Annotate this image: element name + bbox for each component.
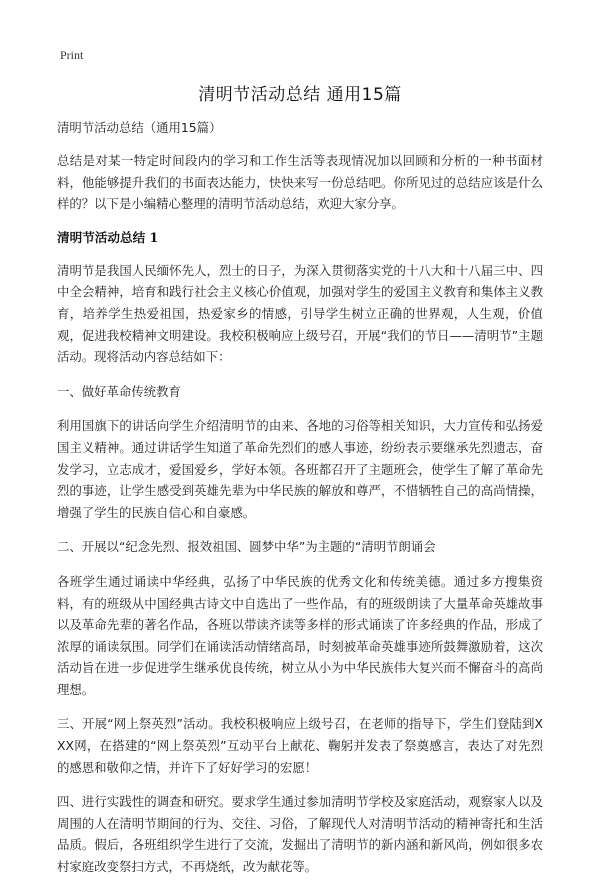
subheading-recitation: 二、开展以“纪念先烈、报效祖国、圆梦中华”为主题的“清明节朗诵会 [57, 539, 436, 555]
body-paragraph: 各班学生通过诵读中华经典，弘扬了中华民族的优秀文化和传统美德。通过多方搜集资料，有的班级从中国经典古诗文中自选出了一些作品，有的班级朗读了大量革命英雄故事以及革命先辈的著名作品，各班以带读齐读等多样的形式诵读了许多经典的作品，形成了浓厚的诵读氛围。同学们在诵读活动情绪高昂，时刻被革命英雄事迹所鼓舞激励着，这次活动旨在进一步促进学生继承优良传统，树立从小为中华民族伟大复兴而不懈奋斗的高尚理想。 [57, 573, 543, 697]
body-paragraph: 清明节是我国人民缅怀先人，烈士的日子，为深入贯彻落实党的十八大和十八届三中、四中全会精神，培育和践行社会主义核心价值观，加强对学生的爱国主义教育和集体主义教育，培养学生热爱祖国，热爱家乡的情感，引导学生树立正确的世界观，人生观，价值观，促进我校精神文明建设。我校积极响应上级号召，开展“我们的节日——清明节”主题活动。现将活动内容总结如下： [57, 262, 543, 365]
body-paragraph: 四、进行实践性的调查和研究。要求学生通过参加清明节学校及家庭活动，观察家人以及周围的人在清明节期间的行为、交往、习俗，了解现代人对清明节活动的精神寄托和生活品质。假后，各班组织学生进行了交流，发掘出了清明节的新内涵和新风尚，例如很多农村家庭改变祭扫方式，不再烧纸，改为献花等。 [57, 794, 543, 875]
intro-paragraph: 总结是对某一特定时间段内的学习和工作生活等表现情况加以回顾和分析的一种书面材料，他能够提升我们的书面表达能力，快快来写一份总结吧。你所见过的总结应该是什么样的？以下是小编精心整理的清明节活动总结，欢迎大家分享。 [57, 153, 543, 212]
document-title: 清明节活动总结 通用15篇 [198, 85, 402, 105]
document-body [57, 118, 543, 891]
body-paragraph: 利用国旗下的讲话向学生介绍清明节的由来、各地的习俗等相关知识，大力宣传和弘扬爱国主义精神。通过讲话学生知道了革命先烈们的感人事迹，纷纷表示要继承先烈遗志，奋发学习，立志成才，爱国爱乡，学好本领。各班都召开了主题班会，使学生了解了革命先烈的事迹，让学生感受到英雄先辈为中华民族的解放和尊严，不惜牺牲自己的高尚情操，增强了学生的民族自信心和自豪感。 [57, 418, 543, 520]
subheading-revolutionary-education: 一、做好革命传统教育 [57, 383, 181, 399]
document-subtitle: 清明节活动总结（通用15篇） [57, 120, 222, 135]
print-link[interactable]: Print [60, 48, 84, 62]
body-paragraph: 三、开展“网上祭英烈”活动。我校积极响应上级号召，在老师的指导下，学生们登陆到XXX网，在搭建的“网上祭英烈”互动平台上献花、鞠躬并发表了祭奠感言，表达了对先烈的感恩和敬仰之情，并许下了好好学习的宏愿！ [57, 716, 543, 775]
section-heading: 清明节活动总结 1 [57, 229, 159, 245]
